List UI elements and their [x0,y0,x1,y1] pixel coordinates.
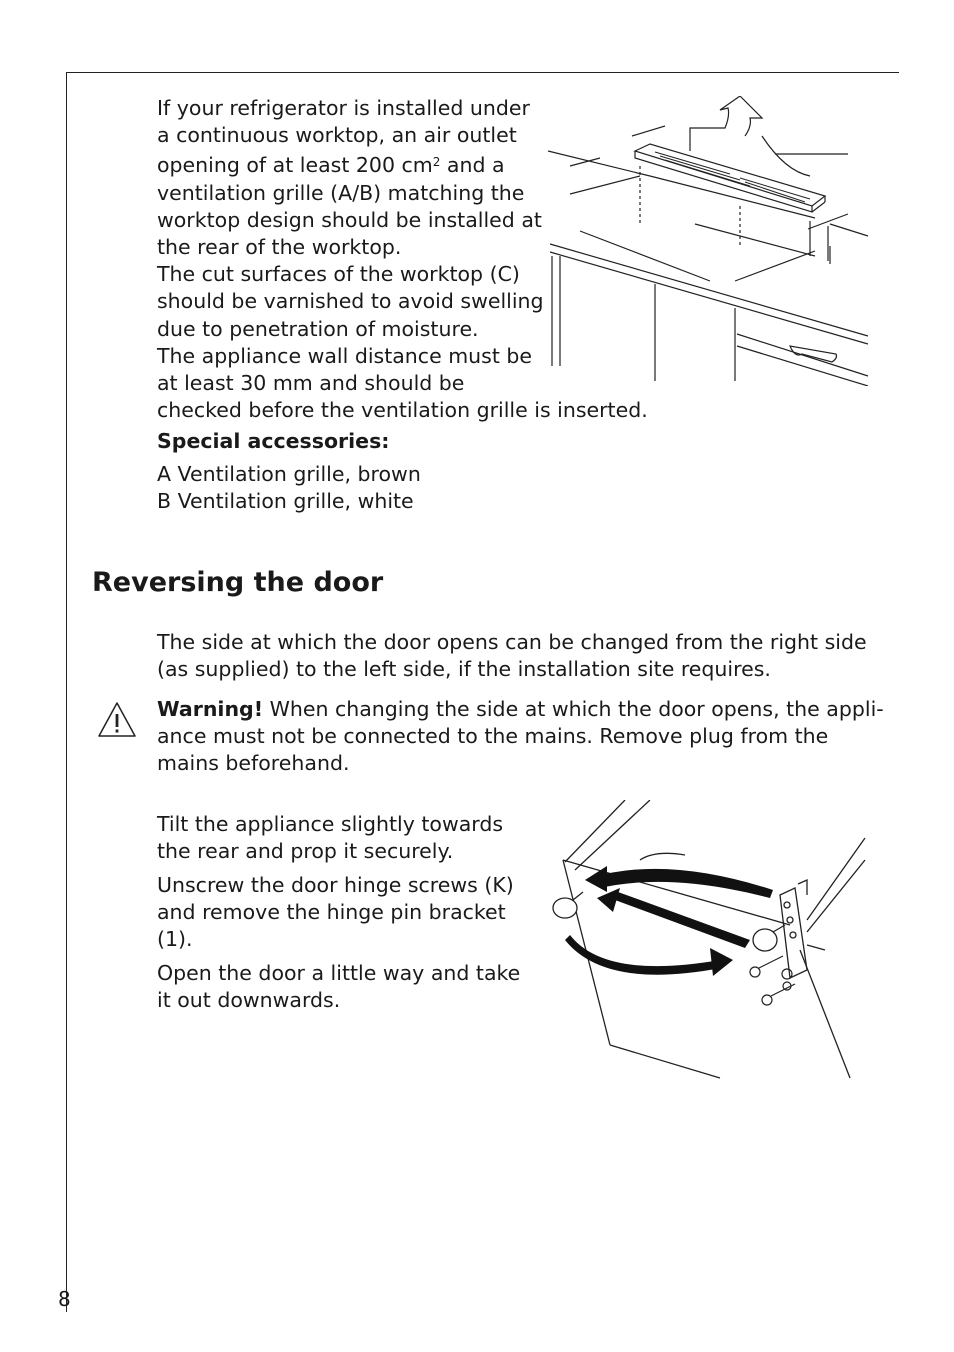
step-3 [157,960,520,1014]
text-line: Open the door a little way and take [157,961,521,985]
text-line: mains beforehand. [157,751,350,776]
text-fragment: and a [440,153,505,178]
section-intro [157,629,867,683]
text-line: ance must not be connected to the mains. Remove plug from the [157,724,829,749]
accessory-item: A Ventilation grille, brown [157,462,421,486]
superscript: 2 [432,155,441,170]
text-line: (as supplied) to the left side, if the installation site requires. [157,657,771,682]
accessory-item: B Ventilation grille, white [157,489,414,514]
top-rule [66,72,899,73]
text-line [157,696,884,723]
text-line: Tilt the appliance slightly towards [157,812,504,836]
left-margin-rule [66,72,67,1312]
text-line: should be varnished to avoid swelling [157,289,544,314]
text-line: The side at which the door opens can be changed from the right side [157,630,867,654]
text-fragment: opening of at least 200 cm [157,153,433,178]
text-line: due to penetration of moisture. [157,316,479,341]
step-1 [157,811,503,865]
warning-paragraph [157,696,884,778]
text-line: The cut surfaces of the worktop (C) [157,262,520,287]
text-line: the rear and prop it securely. [157,839,454,864]
accessories-list [157,461,421,515]
text-line: it out downwards. [157,988,341,1013]
text-line: ventilation grille (A/B) matching the [157,180,525,205]
text-line: (1). [157,927,193,952]
text-line: checked before the ventilation grille is inserted. [157,398,648,423]
door-hinge-illustration [545,800,867,1082]
accessories-heading: Special accessories: [157,429,390,453]
text-line: worktop design should be installed at [157,207,542,232]
text-line: Unscrew the door hinge screws (K) [157,873,514,897]
page-number: 8 [58,1287,71,1311]
text-line: at least 30 mm and should be [157,371,465,396]
text-line: The appliance wall distance must be [157,343,533,368]
warning-triangle-icon [96,700,138,740]
text-line: and remove the hinge pin bracket [157,900,506,925]
text-line: a continuous worktop, an air outlet [157,123,517,148]
text-line: the rear of the worktop. [157,235,402,260]
text-fragment: When changing the side at which the door opens, the appli- [263,697,884,721]
section-title: Reversing the door [92,567,384,598]
ventilation-grille-illustration [540,96,870,386]
text-line: If your refrigerator is installed under [157,96,530,120]
warning-label: Warning! [157,697,264,721]
step-2 [157,872,514,954]
